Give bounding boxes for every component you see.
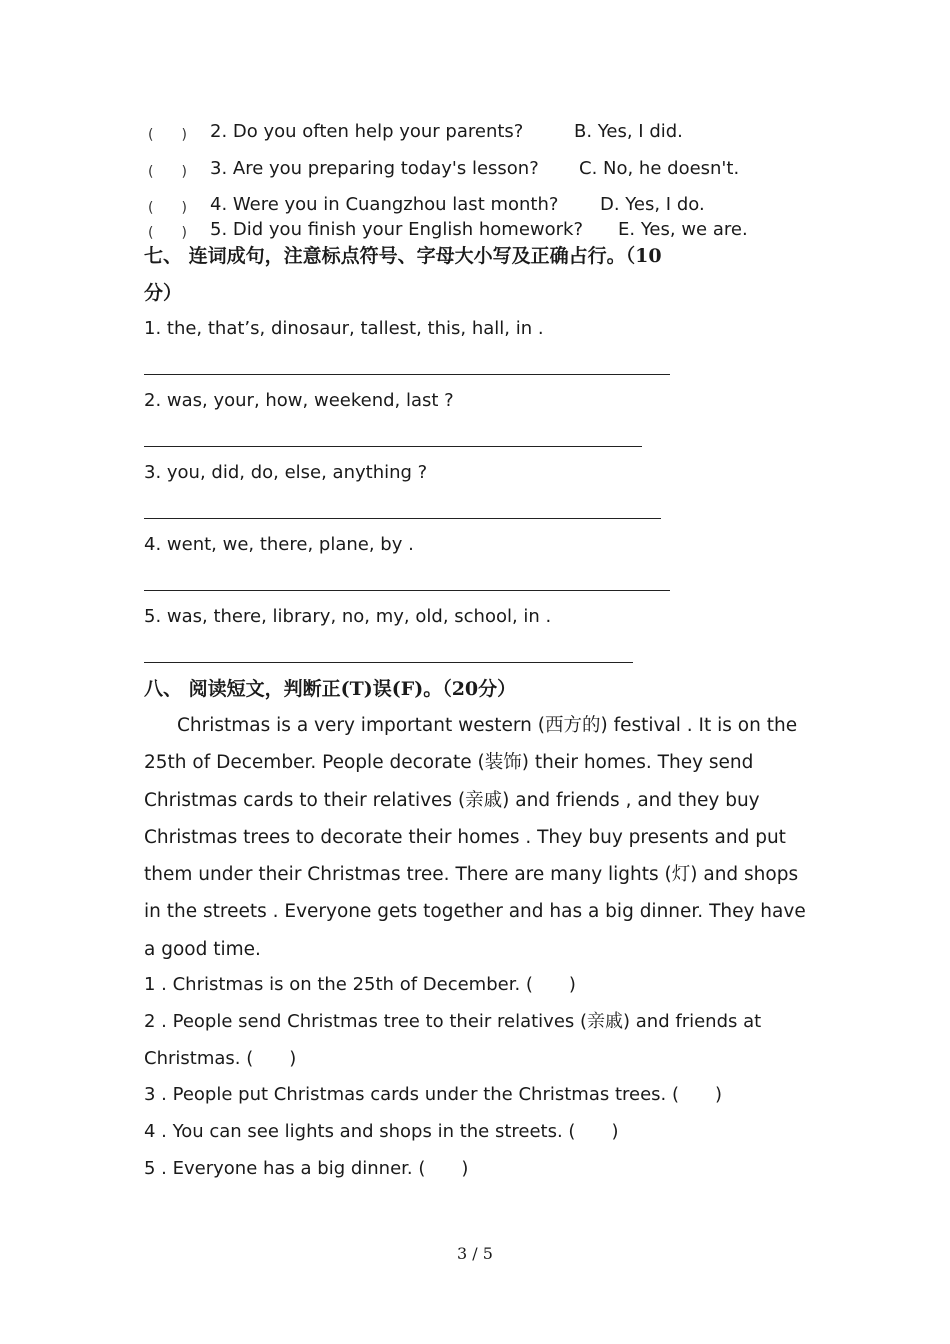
matching-answer: E. Yes, we are.	[618, 219, 748, 240]
sentence-item: 3. you, did, do, else, anything ?	[144, 462, 428, 483]
answer-line[interactable]	[144, 590, 670, 591]
sentence-item: 4. went, we, there, plane, by .	[144, 534, 414, 555]
page-number: 3 / 5	[457, 1244, 493, 1263]
matching-question: 5. Did you finish your English homework?	[210, 219, 584, 240]
matching-answer: C. No, he doesn't.	[579, 158, 740, 179]
tf-question: 5 . Everyone has a big dinner. ( )	[144, 1158, 469, 1179]
answer-blank[interactable]: ( )	[148, 164, 187, 180]
sentence-item: 2. was, your, how, weekend, last ?	[144, 390, 454, 411]
sentence-item: 5. was, there, library, no, my, old, school, in .	[144, 606, 552, 627]
matching-answer: B. Yes, I did.	[574, 121, 683, 142]
matching-question: 4. Were you in Cuangzhou last month?	[210, 194, 559, 215]
section-7-title-cont: 分）	[144, 282, 183, 304]
sentence-item: 1. the, that’s, dinosaur, tallest, this, hall, in .	[144, 318, 544, 339]
tf-question: 3 . People put Christmas cards under the Christmas trees. ( )	[144, 1084, 723, 1105]
reading-passage: Christmas is a very important western (西方的) festival . It is on the 25th of December. People decorate (装饰) their homes. They send Christmas cards to their relatives (亲戚) and friends , and they buy Christmas trees to decorate their homes . They buy presents and put them under their Christmas tree. There are many lights (灯) and shops in the streets . Everyone gets together and has a big dinner. They have a good time.	[144, 715, 806, 960]
tf-question: 4 . You can see lights and shops in the streets. ( )	[144, 1121, 619, 1142]
matching-question: 2. Do you often help your parents?	[210, 121, 524, 142]
answer-line[interactable]	[144, 518, 661, 519]
answer-line[interactable]	[144, 662, 633, 663]
section-7-title: 七、 连词成句，注意标点符号、字母大小写及正确占行。（10	[144, 245, 662, 267]
section-8-title: 八、 阅读短文，判断正(T)误(F)。（20分）	[144, 678, 517, 700]
answer-line[interactable]	[144, 446, 642, 447]
tf-question: 1 . Christmas is on the 25th of December. ( )	[144, 974, 576, 995]
answer-blank[interactable]: ( )	[148, 225, 187, 241]
answer-line[interactable]	[144, 374, 670, 375]
tf-question-cont: Christmas. ( )	[144, 1048, 297, 1069]
answer-blank[interactable]: ( )	[148, 127, 187, 143]
answer-blank[interactable]: ( )	[148, 200, 187, 216]
tf-question: 2 . People send Christmas tree to their relatives (亲戚) and friends at	[144, 1011, 762, 1032]
matching-question: 3. Are you preparing today's lesson?	[210, 158, 539, 179]
matching-answer: D. Yes, I do.	[600, 194, 705, 215]
